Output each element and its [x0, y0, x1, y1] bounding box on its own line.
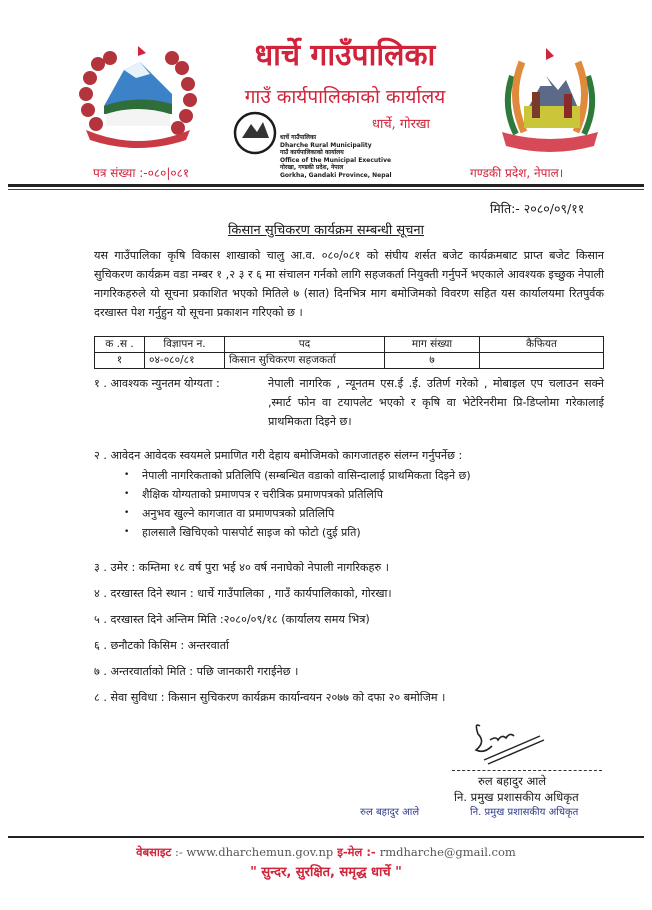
requirement-1-label: १ . आवश्यक न्युनतम योग्यता :	[94, 377, 220, 390]
header-divider-thin	[8, 189, 644, 190]
province-label: गण्डकी प्रदेश, नेपाल।	[470, 166, 564, 180]
signature-mark	[470, 720, 550, 765]
cell-serial: १	[95, 353, 145, 369]
office-stamp-seal-icon	[232, 110, 278, 156]
requirement-4-location: ४ . दरखास्त दिने स्थान : धार्चे गाउँपालिका , गाउँ कार्यपालिकाको, गोरखा।	[94, 587, 392, 600]
signatory-stamp-title: नि. प्रमुख प्रशासकीय अधिकृत	[470, 807, 579, 818]
requirement-3-age: ३ . उमेर : कम्तिमा १८ वर्ष पुरा भई ४० वर्ष ननाघेको नेपाली नागरिकहरु ।	[94, 561, 389, 574]
table-row	[95, 353, 604, 369]
footer-contact	[0, 843, 652, 861]
posts-table	[94, 336, 604, 369]
office-subtitle: गाउँ कार्यपालिकाको कार्यालय	[244, 86, 446, 108]
notice-date: मिति:- २०८०/०९/११	[490, 201, 585, 216]
col-remarks: कैफियत	[480, 337, 604, 353]
requirement-7-interview-date: ७ . अन्तरवार्ताको मिति : पछि जानकारी गराईनेछ ।	[94, 665, 299, 678]
email-separator: :-	[362, 845, 380, 859]
signatory-stamp-name: रुल बहादुर आले	[360, 807, 420, 818]
cell-demand-count: ७	[385, 353, 480, 369]
signatory-name: रुल बहादुर आले	[478, 774, 546, 788]
list-item: • शैक्षिक योग्यताको प्रमाणपत्र र चरीत्रिक प्रमाणपत्रको प्रतिलिपि	[124, 485, 471, 504]
col-position: पद	[225, 337, 385, 353]
letter-reference-number: पत्र संख्या :-०८०|०८१	[93, 166, 190, 180]
office-stamp	[280, 134, 450, 179]
col-serial: क .स .	[95, 337, 145, 353]
cell-position: किसान सुचिकरण सहजकर्ता	[225, 353, 385, 369]
header-divider	[8, 184, 644, 187]
nepal-emblem-logo	[76, 44, 200, 150]
cell-remarks	[480, 353, 604, 369]
municipality-logo	[494, 46, 606, 158]
signature-line	[452, 770, 602, 771]
signatory-title: नि. प्रमुख प्रशासकीय अधिकृत	[454, 790, 579, 804]
stamp-line-2: Dharche Rural Municipality	[280, 141, 372, 149]
col-demand-count: माग संख्या	[385, 337, 480, 353]
email-label: इ-मेल	[333, 845, 363, 859]
required-documents-list	[108, 466, 471, 542]
requirement-5-deadline: ५ . दरखास्त दिने अन्तिम मिति :२०८०/०९/१८ (कार्यालय समय भित्र)	[94, 613, 370, 626]
list-item: • हालसालै खिचिएको पासपोर्ट साइज को फोटो (दुई प्रति)	[124, 523, 471, 542]
municipality-title: धार्चे गाउँपालिका	[254, 38, 436, 73]
col-ad-number: विज्ञापन न.	[145, 337, 225, 353]
website-separator: :-	[171, 845, 187, 859]
notice-intro-paragraph: यस गाउँपालिका कृषि विकास शाखाको चालु आ.व. ०८०/०८१ को संघीय शर्सत बजेट कार्यक्रमबाट प्राप्त बजेट किसान सुचिकरण कार्यक्रम वडा नम्बर १ ,२ ३ र ६ मा संचालन गर्नको लागि सहजकर्ता नियुक्ती गर्नुपर्ने भएकाले आवश्यक इच्छुक नेपाली नागरिकहरुले यो सूचना प्रकाशित भएको मितिले ७ (सात) दिनभित्र माग बमोजिमको विवरण सहित यस कार्यालयमा रितपुर्वक दरखास्त पेश गर्नुहुन यो सूचना प्रकाशन गरिएको छ ।	[94, 249, 604, 319]
requirement-1-text: नेपाली नागरिक , न्यूनतम एस.ई .ई. उतिर्ण गरेको , मोबाइल एप चलाउन सक्ने ,स्मार्ट फोन वा टयापलेट भएको र कृषि वा भेटेरिनरीमा प्रि-डिप्लोमा गरेकालाई प्राथमिकता दिइने छ।	[268, 377, 604, 428]
stamp-line-1: धार्चे गाउँपालिका	[280, 134, 317, 141]
website-label: वेबसाइट	[136, 845, 172, 859]
website-link[interactable]: www.dharchemun.gov.np	[186, 845, 334, 859]
email-link[interactable]: rmdharche@gmail.com	[379, 845, 516, 859]
requirement-2: २ . आवेदन आवेदक स्वयमले प्रमाणित गरी देहाय बमोजिमको कागजातहरु संलग्न गर्नुपर्नेछ :	[94, 449, 463, 462]
table-header-row	[95, 337, 604, 353]
footer-slogan: " सुन्दर, सुरक्षित, समृद्ध धार्चे "	[250, 865, 402, 880]
requirement-6-selection: ६ . छनौटको किसिम : अन्तरवार्ता	[94, 639, 229, 652]
stamp-line-5: गोरखा, गण्डकी प्रदेश, नेपाल	[280, 164, 344, 171]
stamp-line-6: Gorkha, Gandaki Province, Nepal	[280, 171, 392, 179]
list-item: • अनुभव खुल्ने कागजात वा प्रमाणपत्रको प्रतिलिपि	[124, 504, 471, 523]
cell-ad-number: ०४-०८०/८१	[145, 353, 225, 369]
stamp-line-4: Office of the Municipal Executive	[280, 156, 392, 164]
footer-divider	[8, 836, 644, 838]
requirement-8-benefits: ८ . सेवा सुविधा : किसान सुचिकरण कार्यक्रम कार्यान्वयन २०७७ को दफा २० बमोजिम ।	[94, 691, 446, 704]
stamp-line-3: गाउँ कार्यपालिकाको कार्यालय	[280, 149, 344, 156]
notice-title: किसान सुचिकरण कार्यक्रम सम्बन्धी सूचना	[227, 223, 425, 238]
list-item: • नेपाली नागरिकताको प्रतिलिपि (सम्बन्धित वडाको वासिन्दालाई प्राथमिकता दिइने छ)	[124, 466, 471, 485]
office-place: धार्चे, गोरखा	[372, 117, 430, 132]
